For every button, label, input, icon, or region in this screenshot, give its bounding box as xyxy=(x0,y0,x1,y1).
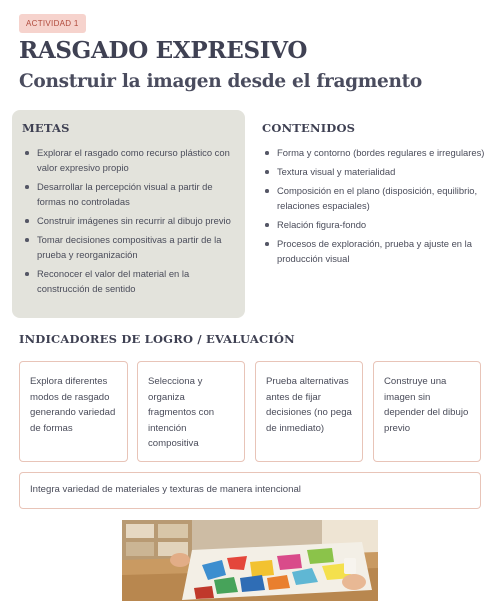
page-title: RASGADO EXPRESIVO xyxy=(19,37,308,64)
contenidos-item: Procesos de exploración, prueba y ajuste en la producción visual xyxy=(262,236,487,266)
contenidos-item: Relación figura-fondo xyxy=(262,217,487,232)
contenidos-item: Forma y contorno (bordes regulares e irregulares) xyxy=(262,145,487,160)
classroom-collage-photo xyxy=(122,520,378,601)
page-subtitle: Construir la imagen desde el fragmento xyxy=(19,71,422,92)
metas-heading: METAS xyxy=(22,121,70,135)
contenidos-list xyxy=(262,145,487,266)
metas-item: Desarrollar la percepción visual a partir de formas no controladas xyxy=(22,179,233,209)
indicator-card: Construye una imagen sin depender del dibujo previo xyxy=(373,361,481,462)
indicator-card: Explora diferentes modos de rasgado generando variedad de formas xyxy=(19,361,128,462)
contenidos-section xyxy=(262,121,487,270)
metas-item: Explorar el rasgado como recurso plástico con valor expresivo propio xyxy=(22,145,233,175)
metas-item: Reconocer el valor del material en la construcción de sentido xyxy=(22,266,233,296)
indicator-wide-card: Integra variedad de materiales y texturas de manera intencional xyxy=(19,472,481,509)
indicator-card: Prueba alternativas antes de fijar decisiones (no pega de inmediato) xyxy=(255,361,363,462)
contenidos-item: Textura visual y materialidad xyxy=(262,164,487,179)
indicator-card: Selecciona y organiza fragmentos con intención compositiva xyxy=(137,361,245,462)
metas-item: Construir imágenes sin recurrir al dibujo previo xyxy=(22,213,233,228)
metas-panel xyxy=(12,110,245,318)
metas-item: Tomar decisiones compositivas a partir de la prueba y reorganización xyxy=(22,232,233,262)
contenidos-heading: CONTENIDOS xyxy=(262,121,356,135)
metas-list xyxy=(22,145,233,296)
contenidos-item: Composición en el plano (disposición, equilibrio, relaciones espaciales) xyxy=(262,183,487,213)
indicadores-heading: INDICADORES DE LOGRO / EVALUACIÓN xyxy=(19,332,295,346)
activity-badge: ACTIVIDAD 1 xyxy=(19,14,86,33)
